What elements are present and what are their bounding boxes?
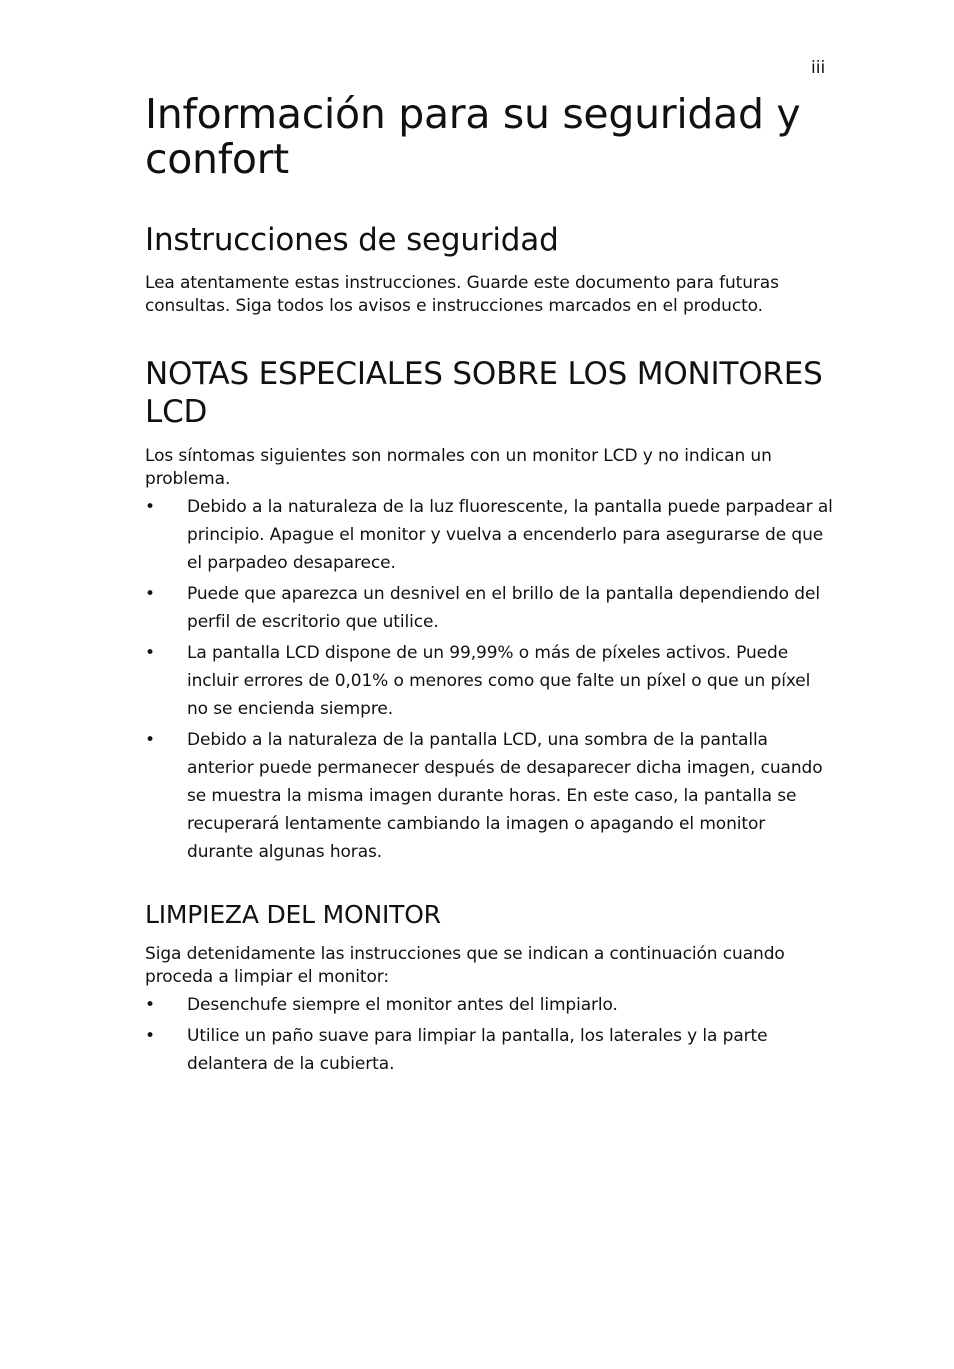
- page-number: iii: [811, 58, 826, 78]
- section-paragraph-seguridad: Lea atentamente estas instrucciones. Guarde este documento para futuras consultas. Siga todos los avisos e instrucciones marcados en el producto.: [145, 273, 779, 316]
- section-heading-lcd: NOTAS ESPECIALES SOBRE LOS MONITORES LCD: [145, 356, 823, 430]
- bullet-icon: •: [145, 497, 155, 517]
- list-item-text: Debido a la naturaleza de la luz fluorescente, la pantalla puede parpadear al principio. Apague el monitor y vuelva a encenderlo para asegurarse de que el parpadeo desaparece.: [187, 497, 833, 573]
- section-intro-lcd: Los síntomas siguientes son normales con un monitor LCD y no indican un problema.: [145, 446, 772, 489]
- list-item: [145, 991, 835, 1019]
- list-item: [145, 493, 835, 577]
- list-item: [145, 580, 835, 636]
- list-item: [145, 726, 835, 866]
- bullet-icon: •: [145, 584, 155, 604]
- bullet-icon: •: [145, 730, 155, 750]
- bullet-icon: •: [145, 995, 155, 1015]
- limpieza-bullet-list: [145, 991, 835, 1081]
- page-title: Información para su seguridad y confort: [145, 90, 801, 183]
- lcd-bullet-list: [145, 493, 835, 869]
- bullet-icon: •: [145, 1026, 155, 1046]
- section-heading-limpieza: LIMPIEZA DEL MONITOR: [145, 900, 441, 929]
- list-item-text: Utilice un paño suave para limpiar la pantalla, los laterales y la parte delantera de la cubierta.: [187, 1026, 768, 1074]
- list-item-text: Puede que aparezca un desnivel en el brillo de la pantalla dependiendo del perfil de escritorio que utilice.: [187, 584, 820, 632]
- bullet-icon: •: [145, 643, 155, 663]
- section-heading-seguridad: Instrucciones de seguridad: [145, 222, 559, 258]
- list-item: [145, 1022, 835, 1078]
- list-item-text: Desenchufe siempre el monitor antes del limpiarlo.: [187, 995, 618, 1015]
- section-intro-limpieza: Siga detenidamente las instrucciones que se indican a continuación cuando proceda a limpiar el monitor:: [145, 944, 785, 987]
- list-item-text: La pantalla LCD dispone de un 99,99% o más de píxeles activos. Puede incluir errores de 0,01% o menores como que falte un píxel o que un píxel no se encienda siempre.: [187, 643, 811, 719]
- list-item-text: Debido a la naturaleza de la pantalla LCD, una sombra de la pantalla anterior puede permanecer después de desaparecer dicha imagen, cuando se muestra la misma imagen durante horas. En este caso, la pantalla se recuperará lentamente cambiando la imagen o apagando el monitor durante algunas horas.: [187, 730, 823, 862]
- list-item: [145, 639, 835, 723]
